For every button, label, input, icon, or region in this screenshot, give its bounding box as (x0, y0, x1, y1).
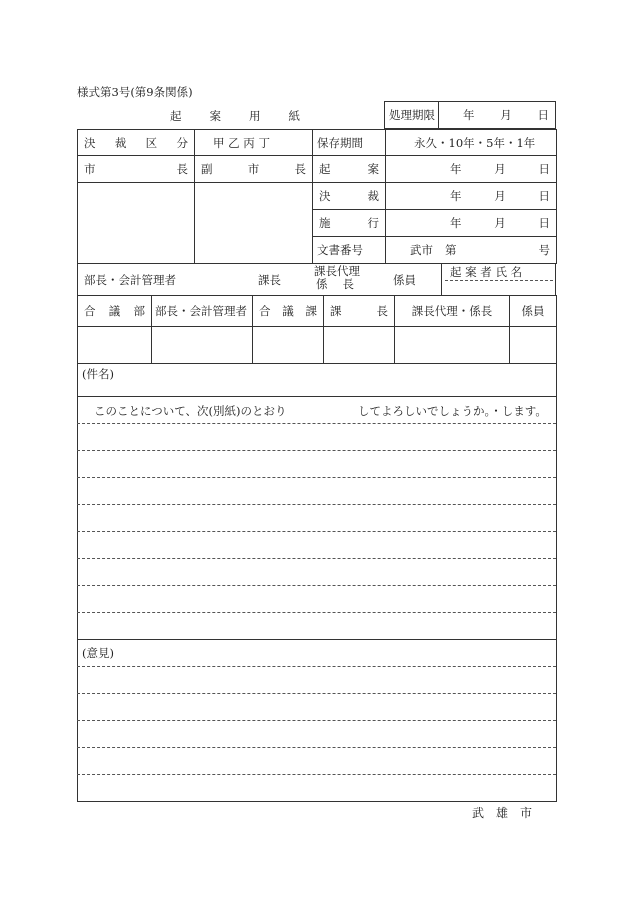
doc-number-field[interactable]: 武市 第 号 (386, 237, 557, 264)
mayor-seal-box[interactable] (78, 183, 195, 264)
council-chief-label: 課 長 (324, 296, 395, 327)
vice-mayor-label: 副 市 長 (195, 156, 313, 183)
opinion-line[interactable] (77, 693, 556, 694)
council-table (77, 295, 557, 364)
council-deputy-label: 課長代理・係長 (395, 296, 510, 327)
council-staff-seal[interactable] (510, 327, 557, 364)
body-line[interactable] (77, 531, 556, 532)
council-director-seal[interactable] (152, 327, 253, 364)
opinion-line[interactable] (77, 720, 556, 721)
category-options[interactable]: 甲 乙 丙 丁 (195, 130, 313, 156)
council-deputy-seal[interactable] (395, 327, 510, 364)
council-staff-label: 係員 (510, 296, 557, 327)
deadline-date-field[interactable]: 年 月 日 (439, 102, 556, 129)
approval-director-label: 部長・会計管理者 (84, 273, 176, 287)
opinion-line[interactable] (77, 774, 556, 775)
form-title: 起 案 用 紙 (170, 109, 300, 123)
city-footer: 武 雄 市 (472, 806, 533, 820)
drafted-label: 起 案 (313, 156, 386, 183)
body-line[interactable] (77, 612, 556, 613)
body-text-left: このことについて、次(別紙)のとおり (94, 404, 287, 418)
council-chief-seal[interactable] (324, 327, 395, 364)
deadline-label: 処理期限 (385, 102, 439, 129)
body-text-right: してよろしいでしょうか。・します。 (358, 404, 547, 418)
approval-deputy-label: 課長代理 係 長 (314, 264, 360, 291)
drafted-date-field[interactable]: 年 月 日 (386, 156, 557, 183)
opinion-line[interactable] (77, 747, 556, 748)
enforced-date-field[interactable]: 年 月 日 (386, 210, 557, 237)
form-number-label: 様式第3号(第9条関係) (77, 85, 193, 99)
category-label: 決 裁 区 分 (78, 130, 195, 156)
council-section-label: 合 議 課 (253, 296, 324, 327)
vice-mayor-seal-box[interactable] (195, 183, 313, 264)
subject-label: (件名) (82, 367, 114, 381)
body-line[interactable] (77, 450, 556, 451)
opinion-line[interactable] (77, 666, 556, 667)
council-director-label: 部長・会計管理者 (152, 296, 253, 327)
retention-label: 保存期間 (313, 130, 386, 156)
subject-field[interactable] (140, 364, 550, 394)
enforced-label: 施 行 (313, 210, 386, 237)
opinion-label: (意見) (82, 646, 114, 660)
council-dept-seal[interactable] (78, 327, 152, 364)
body-line[interactable] (77, 558, 556, 559)
doc-number-label: 文書番号 (313, 237, 386, 264)
drafter-name-line[interactable] (445, 280, 553, 281)
mayor-label: 市 長 (78, 156, 195, 183)
deadline-box (384, 101, 556, 129)
body-line[interactable] (77, 585, 556, 586)
body-line[interactable] (77, 477, 556, 478)
body-line[interactable] (77, 504, 556, 505)
body-line[interactable] (77, 423, 556, 424)
decided-date-field[interactable]: 年 月 日 (386, 183, 557, 210)
retention-options[interactable]: 永久・10年・5年・1年 (386, 130, 557, 156)
council-dept-label: 合 議 部 (78, 296, 152, 327)
main-form-table (77, 129, 557, 264)
approval-section-chief-label: 課長 (258, 273, 281, 287)
council-section-seal[interactable] (253, 327, 324, 364)
decided-label: 決 裁 (313, 183, 386, 210)
body-box (77, 363, 557, 802)
approval-staff-label: 係員 (393, 273, 416, 287)
drafter-name-label: 起 案 者 氏 名 (450, 265, 523, 279)
